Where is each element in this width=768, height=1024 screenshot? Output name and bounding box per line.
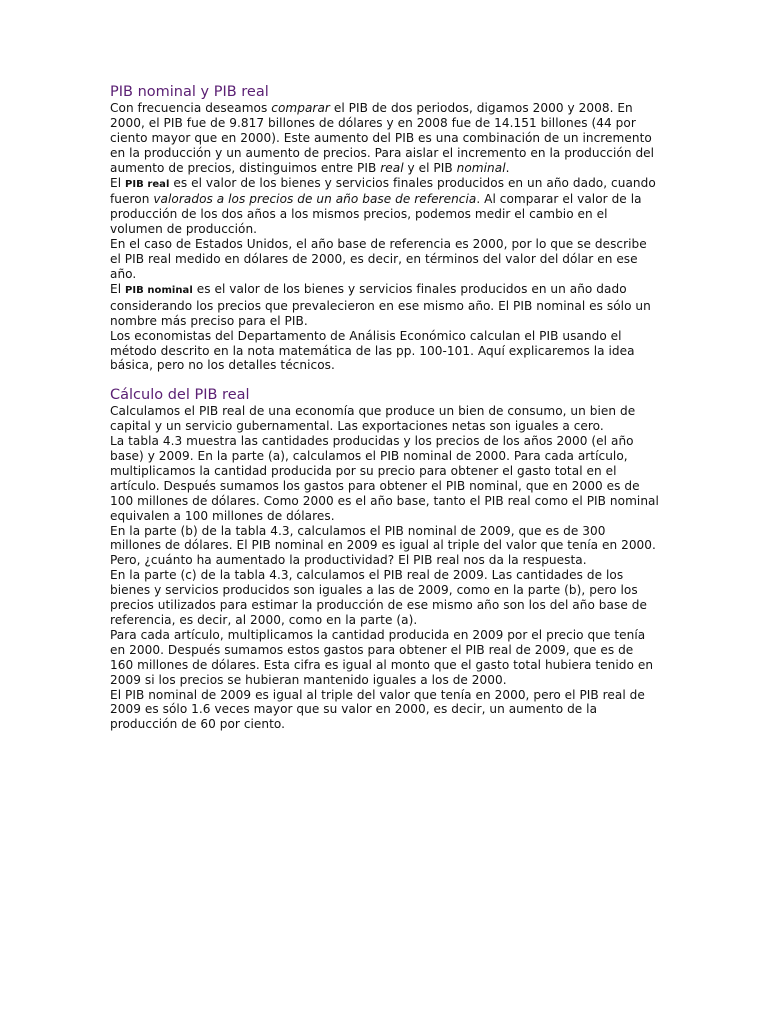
paragraph-real-gdp-calc: Para cada artículo, multiplicamos la cantidad producida en 2009 por el precio que tenía en 2000. Después sumamos estos gastos para obtener el PIB real de 2009, que es de 160 millones de dólares. Esta cifra es igual al monto que el gasto total hubiera tenido en 2009 si los precios se hubieran mantenido iguales a los de 2000. [110,627,654,687]
emphasis-base-year: valorados a los precios de un año base de referencia [153,192,477,207]
paragraph-pib-real-definition [110,176,660,238]
paragraph-table-part-a: La tabla 4.3 muestra las cantidades producidas y los precios de los años 2000 (el año base) y 2009. En la parte (a), calculamos el PIB nominal de 2000. Para cada artículo, multiplicamos la cantidad producida por su precio para obtener el gasto total en el artículo. Después sumamos los gastos para obtener el PIB nominal, que en 2000 es de 100 millones de dólares. Como 2000 es el año base, tanto el PIB real como el PIB nominal equivalen a 100 millones de dólares. [110,434,659,523]
document-page [110,83,660,732]
text-run: . [505,160,510,175]
paragraph-pib-nominal-definition [110,282,660,329]
text-run: El [110,175,125,190]
term-pib-nominal: PIB nominal [125,284,193,296]
paragraph-conclusion: El PIB nominal de 2009 es igual al triple del valor que tenía en 2000, pero el PIB real de 2009 es sólo 1.6 veces mayor que su valor en 2000, es decir, un aumento de la producción de 60 por ciento. [110,687,645,732]
text-run: es el valor de los bienes y servicios finales producidos en un año dado, cuando fueron [110,175,656,207]
paragraph-table-part-c: En la parte (c) de la tabla 4.3, calculamos el PIB real de 2009. Las cantidades de los bienes y servicios producidos son iguales a las de 2009, como en la parte (b), pero los precios utilizados para estimar la producción de ese mismo año son los del año base de referencia, es decir, al 2000, como en la parte (a). [110,568,647,627]
paragraph-intro [110,101,660,176]
text-run: es el valor de los bienes y servicios finales producidos en un año dado considerando los precios que prevalecieron en ese mismo año. El PIB nominal es sólo un nombre más preciso para el PIB. [110,281,651,328]
text-run: El [110,281,125,296]
text-run: . Al comparar el valor de la producción de los dos años a los mismos precios, podemos medir el cambio en el volumen de producción. [110,192,642,237]
text-run: Con frecuencia deseamos [110,101,272,115]
text-run: el PIB de dos periodos, digamos 2000 y 2008. En 2000, el PIB fue de 9.817 billones de dólares y en 2008 fue de 14.151 billones (44 por ciento mayor que en 2000). Este aumento del PIB es una combinación de un incremento en la producción y un aumento de precios. Para aislar el incremento en la producción del aumento de precios, distinguimos entre PIB [110,101,655,175]
paragraph-base-year-us: En el caso de Estados Unidos, el año base de referencia es 2000, por lo que se describe el PIB real medido en dólares de 2000, es decir, en términos del valor del dólar en ese año. [110,237,647,281]
emphasis-real: real [380,160,404,175]
paragraph-table-part-b: En la parte (b) de la tabla 4.3, calculamos el PIB nominal de 2009, que es de 300 millones de dólares. El PIB nominal en 2009 es igual al triple del valor que tenía en 2000. Pero, ¿cuánto ha aumentado la productividad? El PIB real nos da la respuesta. [110,523,656,568]
paragraph-economy-setup: Calculamos el PIB real de una economía que produce un bien de consumo, un bien de capital y un servicio gubernamental. Las exportaciones netas son iguales a cero. [110,404,636,434]
text-run: y el PIB [403,160,457,175]
section-title-calculo-pib-real: Cálculo del PIB real [110,387,250,404]
paragraph-economists-method: Los economistas del Departamento de Análisis Económico calculan el PIB usando el método descrito en la nota matemática de las pp. 100-101. Aquí explicaremos la idea básica, pero no los detalles técnicos. [110,328,635,373]
emphasis-nominal: nominal [456,160,506,175]
section-title-pib-nominal-real: PIB nominal y PIB real [110,84,269,100]
emphasis-comparar: comparar [271,101,330,115]
term-pib-real: PIB real [125,178,170,190]
